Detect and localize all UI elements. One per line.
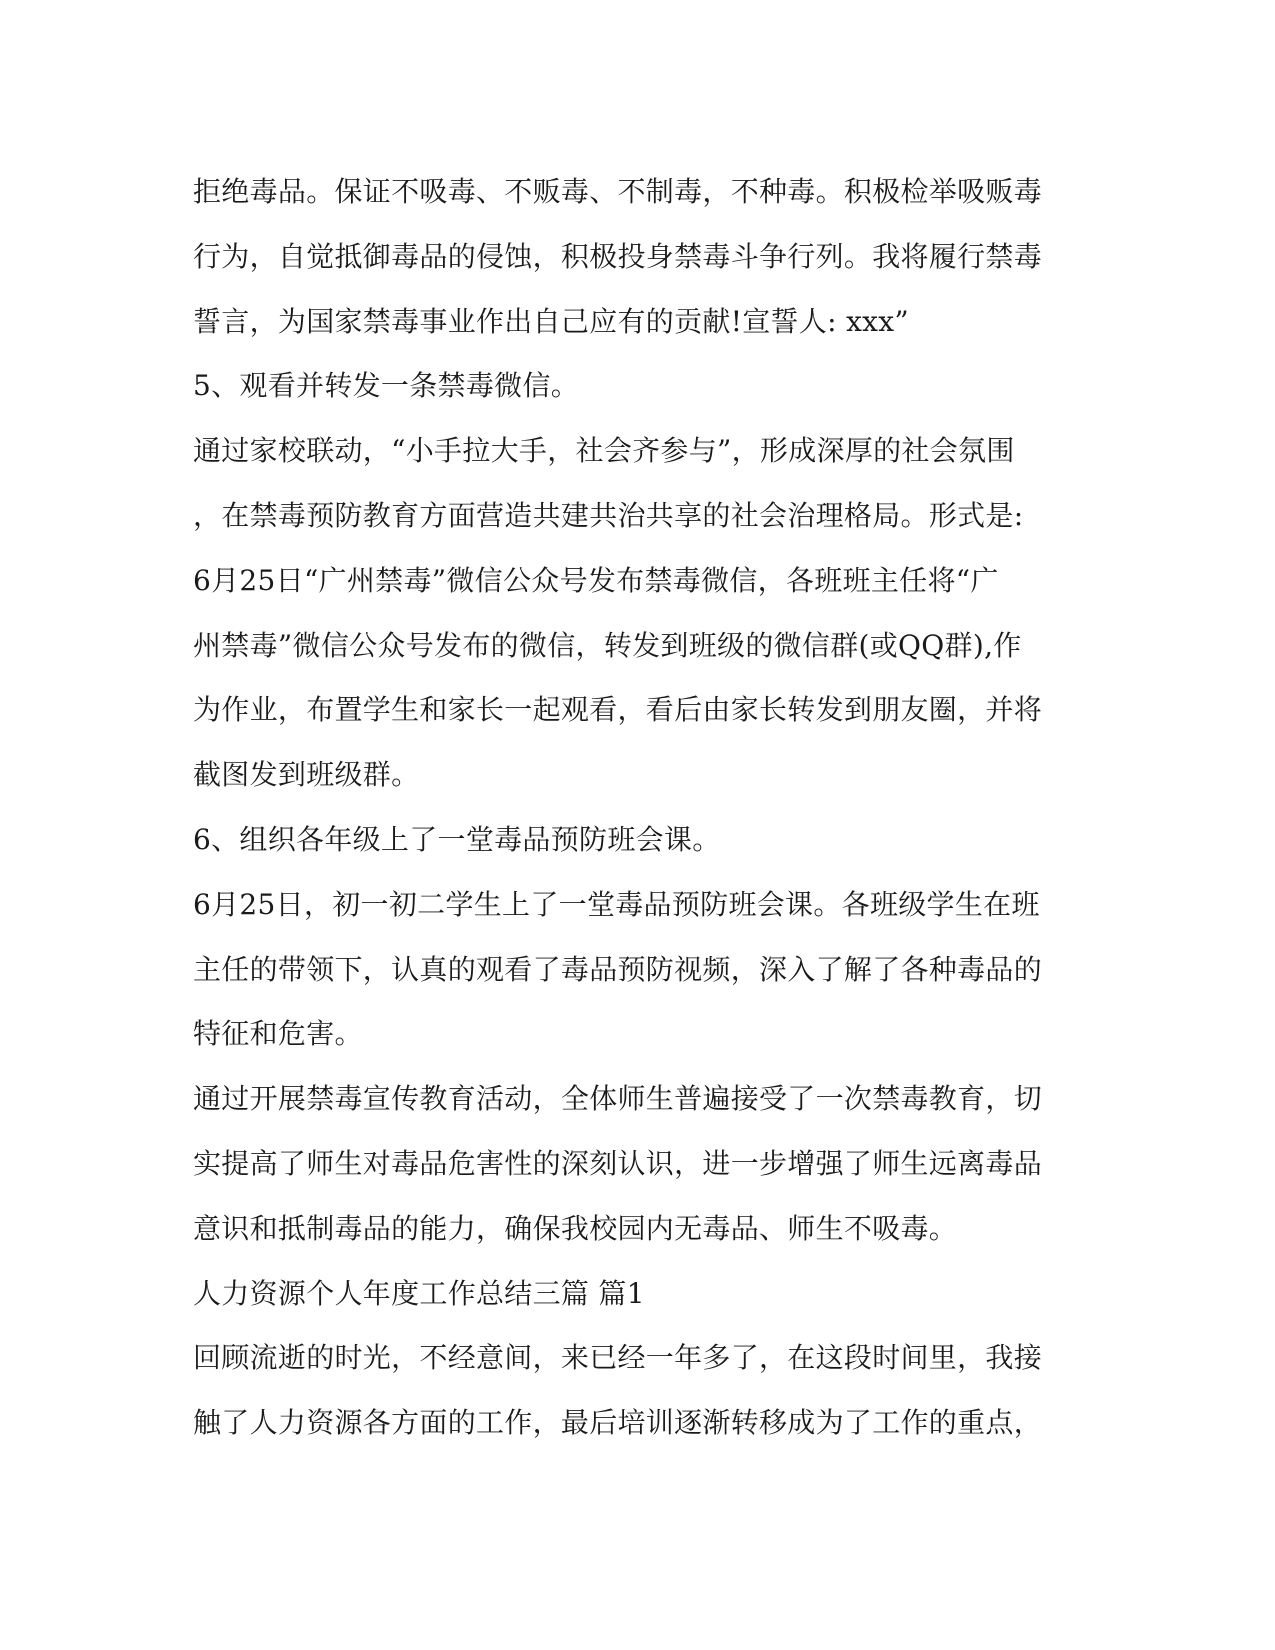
text-line: 触了人力资源各方面的工作，最后培训逐渐转移成为了工作的重点， (193, 1406, 1043, 1440)
text-line: 为作业，布置学生和家长一起观看，看后由家长转发到朋友圈，并将 (193, 693, 1043, 727)
text-line: 截图发到班级群。 (193, 758, 420, 792)
text-line: 实提高了师生对毒品危害性的深刻认识，进一步增强了师生远离毒品 (193, 1146, 1043, 1180)
text-line: 6月25日，初一初二学生上了一堂毒品预防班会课。各班级学生在班 (193, 887, 1040, 921)
text-line: 通过开展禁毒宣传教育活动，全体师生普遍接受了一次禁毒教育，切 (193, 1082, 1043, 1116)
text-line: 誓言，为国家禁毒事业作出自己应有的贡献!宣誓人: xxx” (193, 304, 909, 338)
document-body (193, 160, 1073, 1456)
text-line: 州禁毒”微信公众号发布的微信，转发到班级的微信群(或QQ群),作 (193, 628, 1022, 662)
text-line: 6、组织各年级上了一堂毒品预防班会课。 (193, 822, 721, 856)
text-line: 回顾流逝的时光，不经意间，来已经一年多了，在这段时间里，我接 (193, 1341, 1043, 1375)
text-line: 5、观看并转发一条禁毒微信。 (193, 369, 580, 403)
text-line: 行为，自觉抵御毒品的侵蚀，积极投身禁毒斗争行列。我将履行禁毒 (193, 239, 1043, 273)
text-line: ，在禁毒预防教育方面营造共建共治共享的社会治理格局。形式是: (193, 498, 1024, 532)
text-line: 主任的带领下，认真的观看了毒品预防视频，深入了解了各种毒品的 (193, 952, 1043, 986)
text-line: 6月25日“广州禁毒”微信公众号发布禁毒微信，各班班主任将“广 (193, 563, 999, 597)
text-line: 通过家校联动，“小手拉大手，社会齐参与”，形成深厚的社会氛围 (193, 434, 1015, 468)
text-line: 特征和危害。 (193, 1017, 363, 1051)
text-line: 拒绝毒品。保证不吸毒、不贩毒、不制毒，不种毒。积极检举吸贩毒 (193, 175, 1043, 208)
text-line: 意识和抵制毒品的能力，确保我校园内无毒品、师生不吸毒。 (193, 1211, 958, 1245)
section-title: 人力资源个人年度工作总结三篇 篇1 (193, 1276, 645, 1310)
